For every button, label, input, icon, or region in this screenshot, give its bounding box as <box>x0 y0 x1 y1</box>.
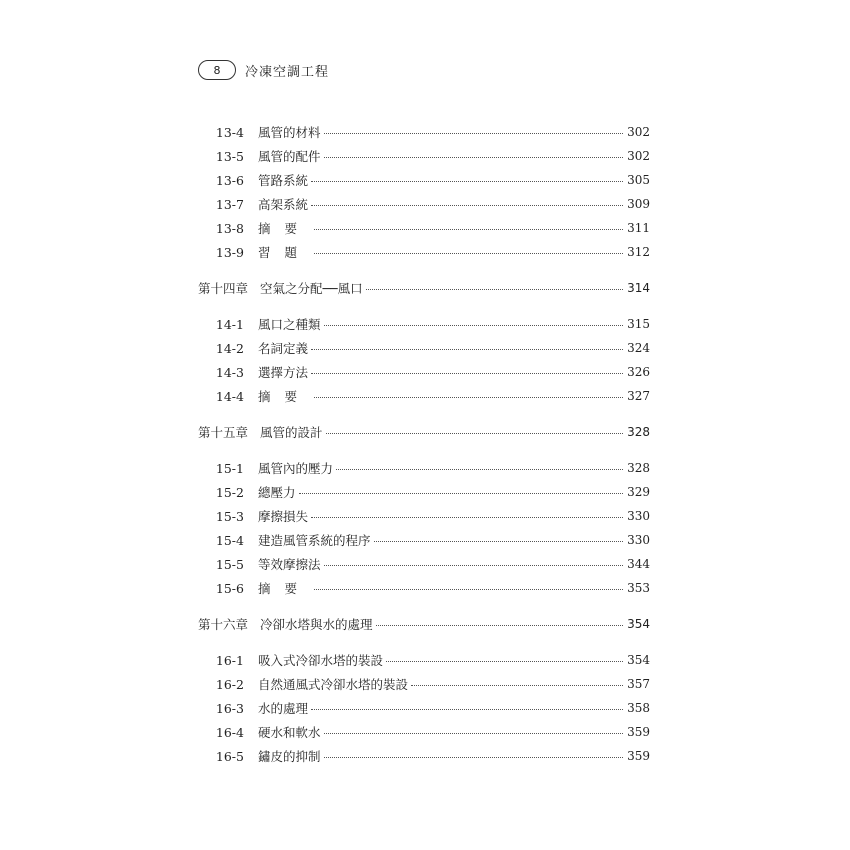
toc-page-number: 302 <box>627 149 650 163</box>
toc-dot-leader <box>311 516 623 518</box>
toc-page-number: 359 <box>627 725 650 739</box>
toc-section-row <box>198 243 650 261</box>
toc-dot-leader <box>324 132 623 134</box>
toc-section-row <box>198 315 650 333</box>
toc-section-row <box>198 651 650 669</box>
toc-section-title: 風管內的壓力 <box>258 461 334 476</box>
toc-section-number: 16-3 <box>215 700 244 716</box>
toc-section-number: 13-5 <box>215 148 244 164</box>
toc-section-row <box>198 747 650 765</box>
toc-page-number: 358 <box>627 701 650 715</box>
toc-section-row <box>198 147 650 165</box>
page-number-badge: 8 <box>198 60 236 80</box>
toc-page-number: 328 <box>627 425 650 439</box>
toc-section-number: 13-4 <box>215 124 244 140</box>
toc-section-number: 13-7 <box>215 196 244 212</box>
toc-page-number: 330 <box>627 533 650 547</box>
toc-dot-leader <box>366 288 623 290</box>
toc-section-number: 16-2 <box>215 676 244 692</box>
toc-section-title: 風管的配件 <box>258 149 321 164</box>
toc-page-number: 344 <box>627 557 650 571</box>
toc-section-title: 硬水和軟水 <box>258 725 321 740</box>
book-title: 冷凍空調工程 <box>245 64 330 80</box>
toc-section-row <box>198 699 650 717</box>
toc-section-number: 14-2 <box>215 340 244 356</box>
toc-dot-leader <box>311 180 623 182</box>
toc-dot-leader <box>411 684 623 686</box>
toc-section-number: 15-4 <box>215 532 244 548</box>
toc-section-title: 建造風管系統的程序 <box>258 533 371 548</box>
toc-section-title: 選擇方法 <box>258 365 309 380</box>
toc-section-row <box>198 195 650 213</box>
toc-page-number: 314 <box>627 281 650 295</box>
toc-dot-leader <box>311 204 623 206</box>
toc-chapter-label: 第十四章 <box>198 281 249 296</box>
toc-page-number: 359 <box>627 749 650 763</box>
toc-section-row <box>198 171 650 189</box>
toc-dot-leader <box>326 432 623 434</box>
toc-section-title: 管路系統 <box>258 173 309 188</box>
toc-chapter-title: 風管的設計 <box>260 425 323 440</box>
toc-section-title: 鏽皮的抑制 <box>258 749 321 764</box>
toc-section-title: 摘要 <box>258 581 312 596</box>
toc-chapter-title: 空氣之分配──風口 <box>260 281 363 296</box>
toc-section-number: 14-1 <box>215 316 244 332</box>
toc-section-number: 13-8 <box>215 220 244 236</box>
toc-dot-leader <box>314 396 623 398</box>
toc-dot-leader <box>314 228 623 230</box>
toc-page-number: 315 <box>627 317 650 331</box>
toc-page-number: 354 <box>627 653 650 667</box>
toc-section-number: 15-3 <box>215 508 244 524</box>
toc-section-number: 14-4 <box>215 388 244 404</box>
toc-dot-leader <box>311 372 623 374</box>
toc-page-number: 328 <box>627 461 650 475</box>
toc-section-title: 習題 <box>258 245 312 260</box>
toc-section-number: 15-5 <box>215 556 244 572</box>
toc-page-number: 302 <box>627 125 650 139</box>
toc-section-row <box>198 123 650 141</box>
toc-section-number: 16-4 <box>215 724 244 740</box>
toc-page-number: 312 <box>627 245 650 259</box>
toc-chapter-row <box>198 615 650 633</box>
toc-chapter-row <box>198 279 650 297</box>
toc-dot-leader <box>324 324 623 326</box>
toc-page-number: 357 <box>627 677 650 691</box>
toc-section-title: 風管的材料 <box>258 125 321 140</box>
toc-section-row <box>198 531 650 549</box>
toc-section-row <box>198 507 650 525</box>
toc-dot-leader <box>311 708 623 710</box>
toc-section-number: 15-6 <box>215 580 244 596</box>
toc-section-title: 總壓力 <box>258 485 296 500</box>
toc-page-number: 309 <box>627 197 650 211</box>
toc-dot-leader <box>324 156 623 158</box>
toc-page-number: 305 <box>627 173 650 187</box>
toc-section-number: 14-3 <box>215 364 244 380</box>
toc-dot-leader <box>374 540 623 542</box>
toc-dot-leader <box>324 732 623 734</box>
toc-section-title: 水的處理 <box>258 701 309 716</box>
toc-dot-leader <box>324 756 623 758</box>
toc-dot-leader <box>314 588 623 590</box>
toc-section-title: 摩擦損失 <box>258 509 309 524</box>
toc-section-number: 13-6 <box>215 172 244 188</box>
toc-section-row <box>198 459 650 477</box>
toc-section-title: 等效摩擦法 <box>258 557 321 572</box>
toc-page-number: 327 <box>627 389 650 403</box>
toc-section-row <box>198 723 650 741</box>
toc-page-number: 311 <box>627 221 650 235</box>
toc-section-number: 16-1 <box>215 652 244 668</box>
toc-section-row <box>198 555 650 573</box>
toc-page-number: 353 <box>627 581 650 595</box>
toc-dot-leader <box>336 468 623 470</box>
toc-page-number: 330 <box>627 509 650 523</box>
toc-dot-leader <box>376 624 623 626</box>
toc-section-number: 13-9 <box>215 244 244 260</box>
toc-section-row <box>198 675 650 693</box>
toc-page-number: 326 <box>627 365 650 379</box>
toc-section-title: 高架系統 <box>258 197 309 212</box>
toc-section-title: 自然通風式冷卻水塔的裝設 <box>258 677 409 692</box>
toc-section-row <box>198 483 650 501</box>
toc-chapter-row <box>198 423 650 441</box>
toc-chapter-label: 第十六章 <box>198 617 249 632</box>
toc-section-title: 摘要 <box>258 389 312 404</box>
toc-section-row <box>198 363 650 381</box>
toc-section-row <box>198 387 650 405</box>
toc-chapter-label: 第十五章 <box>198 425 249 440</box>
toc-dot-leader <box>314 252 623 254</box>
toc-section-number: 15-2 <box>215 484 244 500</box>
toc-dot-leader <box>299 492 623 494</box>
toc-page-number: 324 <box>627 341 650 355</box>
toc-page-number: 354 <box>627 617 650 631</box>
toc-section-number: 15-1 <box>215 460 244 476</box>
toc-section-row <box>198 339 650 357</box>
toc-dot-leader <box>324 564 623 566</box>
toc-section-title: 風口之種類 <box>258 317 321 332</box>
toc-section-number: 16-5 <box>215 748 244 764</box>
toc-dot-leader <box>311 348 623 350</box>
toc-chapter-title: 冷卻水塔與水的處理 <box>260 617 373 632</box>
toc-section-title: 吸入式冷卻水塔的裝設 <box>258 653 384 668</box>
toc-page-number: 329 <box>627 485 650 499</box>
table-of-contents <box>198 0 650 850</box>
toc-section-row <box>198 219 650 237</box>
toc-dot-leader <box>386 660 623 662</box>
toc-section-title: 名詞定義 <box>258 341 309 356</box>
toc-section-row <box>198 579 650 597</box>
toc-section-title: 摘要 <box>258 221 312 236</box>
